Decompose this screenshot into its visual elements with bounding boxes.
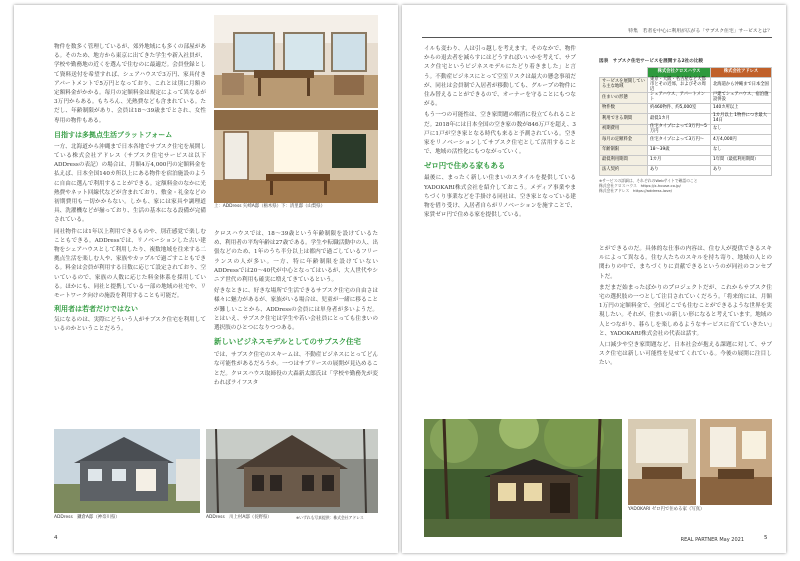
table-cell-b: 戸建てシェアハウス、宿泊施設併設 (711, 93, 772, 104)
left-col1-p2: 一方、北海道から沖縄まで日本各地でサブスク住宅を展開している株式会社アドレス（サブスク住宅サービスは以下ADDressの表記）の場合は、月額4万4,000円の定額料金を払えば、日本全国140カ所以上にある物件を宿泊施設のように自由に選んで利用することができる。定額料金のなかに光熱費やネット回線代などが含まれており、敷金・礼金などの初期費用も一切かからない。しかも、家には家具や調理道具、洗濯機などが揃っており、生活の基本になる設備が完備されている。 (54, 143, 206, 224)
right-col1-heading: ゼロ円で住める家もある (424, 161, 506, 171)
right-col2-p2: まだまだ始まったばかりのプロジェクトだが、これからサブスク住宅の選択肢の一つとして注目されていくだろう。「将来的には、月額1万円の定額料金で、全国どこでも住むことができるような世界を実現したい。それが、住まいの新しい形になると考えています。地域の人とつながり、暮らしを楽しめるようなサービスに育てていきたい」と、YADOKARI株式会社の代表は話す。 (599, 284, 772, 337)
table-col-a-head: 株式会社クロスハウス (648, 68, 711, 78)
magazine-spread (14, 5, 786, 556)
bottom-caption-3: ※いずれも写真提供：株式会社アドレス (296, 515, 364, 520)
right-col1-p2: もう一つの可能性は、空き家問題の解消に役立てられることだ。2018年には日本全国の空き家の数が846万戸を超え、3戸に1戸が空き家となる時代も来ると予測されている。空き家をリノベーションしてサブスク住宅として活用することで、地域の活性化にもつながっていく。 (424, 112, 576, 156)
right-col1-p3: 最後に、まったく新しい住まいのスタイルを提供しているYADOKARI株式会社を紹介しておこう。メディア事業やまちづくり事業などを手掛ける同社は、空き家となっている建物を借り受け、入居者自らがリノベーションを施すことで、家賃ゼロ円で住める家を提供している。 (424, 175, 576, 219)
table-cell-a: 東京・大阪・名古屋など大都市とその近郊、およびその周辺 (648, 78, 711, 93)
left-col1 (54, 43, 206, 335)
table-row (600, 93, 772, 104)
table-cell-b: あり (711, 165, 772, 175)
table-cell-b: 1カ月以上 1物件につき最大14日 (711, 114, 772, 125)
table-cell-a: 18〜39歳 (648, 145, 711, 155)
left-col1-heading: 目指すは多拠点生活プラットフォーム (54, 130, 173, 139)
photo-living-room (214, 15, 378, 108)
table-key: 毎月の定額料金 (600, 135, 648, 145)
right-photo-caption: YADOKARI ゼロ円で住める家（写真） (628, 507, 705, 512)
table-key: 初期費用 (600, 124, 648, 135)
right-page (402, 5, 786, 553)
table-key: 最低利用期間 (600, 155, 648, 165)
left-col2-p3: では、サブスク住宅のスキームは、不動産ビジネスにとってどんな可能性があるだろうか。一つはサブリースの展開が見込めることだ。クロスハウス取締役の大森新太郎氏は「学校や勤務先が変わればライフスタ (214, 352, 378, 386)
table-row (600, 165, 772, 175)
left-col1-p4: 気になるのは、実際にどういう人がサブスク住宅を利用しているのかということだろう。 (54, 317, 206, 333)
table-key: サービスを展開している主な地域 (600, 78, 648, 93)
table-row (600, 78, 772, 93)
table-cell-b: 北海道から沖縄まで日本全国 (711, 78, 772, 93)
table-cell-b: 1年間（最低利用期間） (711, 155, 772, 165)
table-key: 法人契約 (600, 165, 648, 175)
left-page-number: 4 (54, 535, 58, 541)
table-row (600, 145, 772, 155)
table-key: 利用できる期間 (600, 114, 648, 125)
right-col2 (599, 245, 772, 369)
table-header-row (600, 68, 772, 78)
comparison-table (599, 67, 772, 193)
table-col-b-head: 株式会社アドレス (711, 68, 772, 78)
table-row (600, 155, 772, 165)
bottom-caption-2: ADDress 川上村A邸（長野県） (206, 515, 272, 520)
bottom-caption-1: ADDress 鎌倉A邸（神奈川県） (54, 515, 120, 520)
left-col2-p1: クロスハウスでは、18〜39歳という年齢制限を設けているため、利用者の平均年齢は27歳である。学生や転職活動中の人、出張などのため、1年のうち半分以上は都内で過ごしているフリーランスの人が多い。一方、特に年齢制限を設けていないADDressでは20〜40代が中心となってはいるが、大人世代やシニア世代の利用も確実に増えてきているという。 (214, 231, 378, 284)
table-cell-a: 住宅タイプによって3万円〜 (648, 135, 711, 145)
table-title: 図表 サブスク住宅サービスを展開する2社の比較 (599, 59, 704, 64)
photo-cabin-interior-2 (700, 419, 772, 505)
table-cell-a: 約460物件、約5,000室 (648, 103, 711, 113)
photo-kawakami-house (206, 429, 378, 513)
left-col1-heading2: 利用者は若者だけではない (54, 305, 138, 314)
table-cell-b: なし (711, 124, 772, 135)
footer-magazine: REAL PARTNER May 2021 (680, 537, 744, 543)
right-col2-p1: とができるのだ。具体的な仕事の内容は、住む人が提供できるスキルによって異なる。住む人たちのスキルを持ち寄り、地域の人との関わりの中で、まちづくりに貢献できるというのが同社のコンセプトだ。 (599, 246, 772, 280)
left-col2 (214, 230, 378, 388)
left-page (14, 5, 398, 553)
photo-kamakura-house (54, 429, 200, 513)
header-rule (422, 37, 772, 38)
table-cell-b: 140カ所以上 (711, 103, 772, 113)
left-col1-intro: 物件を数多く管理しているが、郊外地域にも多くの部屋がある。そのため、地方から東京に出てきた学生や新入社員が、学校や勤務地の近くを選んで住むのに最適だ。会員登録として資料送付を希望すれば、シェアハウスで3万円、家具付きアパートメントで5万円となっており、これとは別に月額の定額料金がかかる。毎月の定額料金は規定によって異なるが3万円からある。もちろん、光熱費なども含まれている。ただし、年齢制限があり、会員は18〜39歳までとされ、女性専用の物件もある。 (54, 44, 206, 124)
table-corner (600, 68, 648, 78)
left-col1-p3: 同社物件には1年以上利用できるものや、別荘感覚で楽しむこともできる。ADDressでは、リノベーションした古い建物をシェアハウスとして利用したり、複数地域を往来する二拠点生活を楽しむ人や、家族やカップルで過ごすこともできる。料金は会員が利用する日数に応じて設定されており、空いているので、家族の人数に応じた料金体系を採用している。ほかにも、同社と提携している一部の地域の社宅や、リモートワーク向けの施設を利用することも可能だ。 (54, 228, 206, 300)
right-page-number: 5 (764, 535, 768, 541)
table-key: 年齢制限 (600, 145, 648, 155)
table-cell-a: あり (648, 165, 711, 175)
table-note: ※サービスの詳細は、それぞれのWebサイトで確認のこと 株式会社クロスハウス https://x-house.co.jp/ 株式会社アドレス https://address.love/ (599, 178, 698, 194)
right-header: 特集 若者を中心に利用が広がる「サブスク住宅」サービスとは？ (628, 29, 772, 34)
table-key: 住まいの形態 (600, 93, 648, 104)
table-cell-b: 4万4,000円 (711, 135, 772, 145)
photo-interior (214, 110, 378, 203)
table-cell-a: シェアハウス、アパートメント (648, 93, 711, 104)
table-row (600, 135, 772, 145)
table-cell-b: なし (711, 145, 772, 155)
photo-forest-cabin (424, 419, 622, 537)
right-col2-p3: 人口減少や空き家問題など、日本社会が抱える課題に対して、サブスク住宅は新しい可能性を見せてくれている。今後の展開に注目したい。 (599, 342, 772, 367)
table-row (600, 124, 772, 135)
left-col2-p2: 好きなときに、好きな場所で生活できるサブスク住宅の自由さは様々に魅力があるが、家族がいる場合は、児童が一緒に移ることが難しいことから、ADDressの会員には単身者が多いようだ。とはいえ、サブスク住宅は学生や若い会社員にとっても住まいの選択肢のひとつになりつつある。 (214, 288, 378, 332)
right-col1 (424, 45, 576, 220)
table-cell-a: 住宅タイプによって3万円〜5万円 (648, 124, 711, 135)
left-photo-caption: 上：ADDress 矢崎A邸（栃木県）下：清里邸（山梨県） (214, 204, 325, 209)
left-col2-heading: 新しいビジネスモデルとしてのサブスク住宅 (214, 337, 361, 347)
table-cell-a: 1カ月 (648, 155, 711, 165)
table-cell-a: 最低1カ月 (648, 114, 711, 125)
photo-cabin-interior-1 (628, 419, 696, 505)
table-key: 物件数 (600, 103, 648, 113)
table-row (600, 114, 772, 125)
right-col1-p1: イルも変わり、人は引っ越しを考えます。そのなかで、物件からの退去者を減らすにはどうすればいいかを考えて、サブスク住宅というビジネスモデルにたどり着きました」と言う。不動産ビジネスにとって空室リスクは最大の懸念事項だが、同社は会員制で入居者が移動しても、グループの物件に住み替えることができるので、オーナーを守ることにもつながる。 (424, 46, 576, 108)
